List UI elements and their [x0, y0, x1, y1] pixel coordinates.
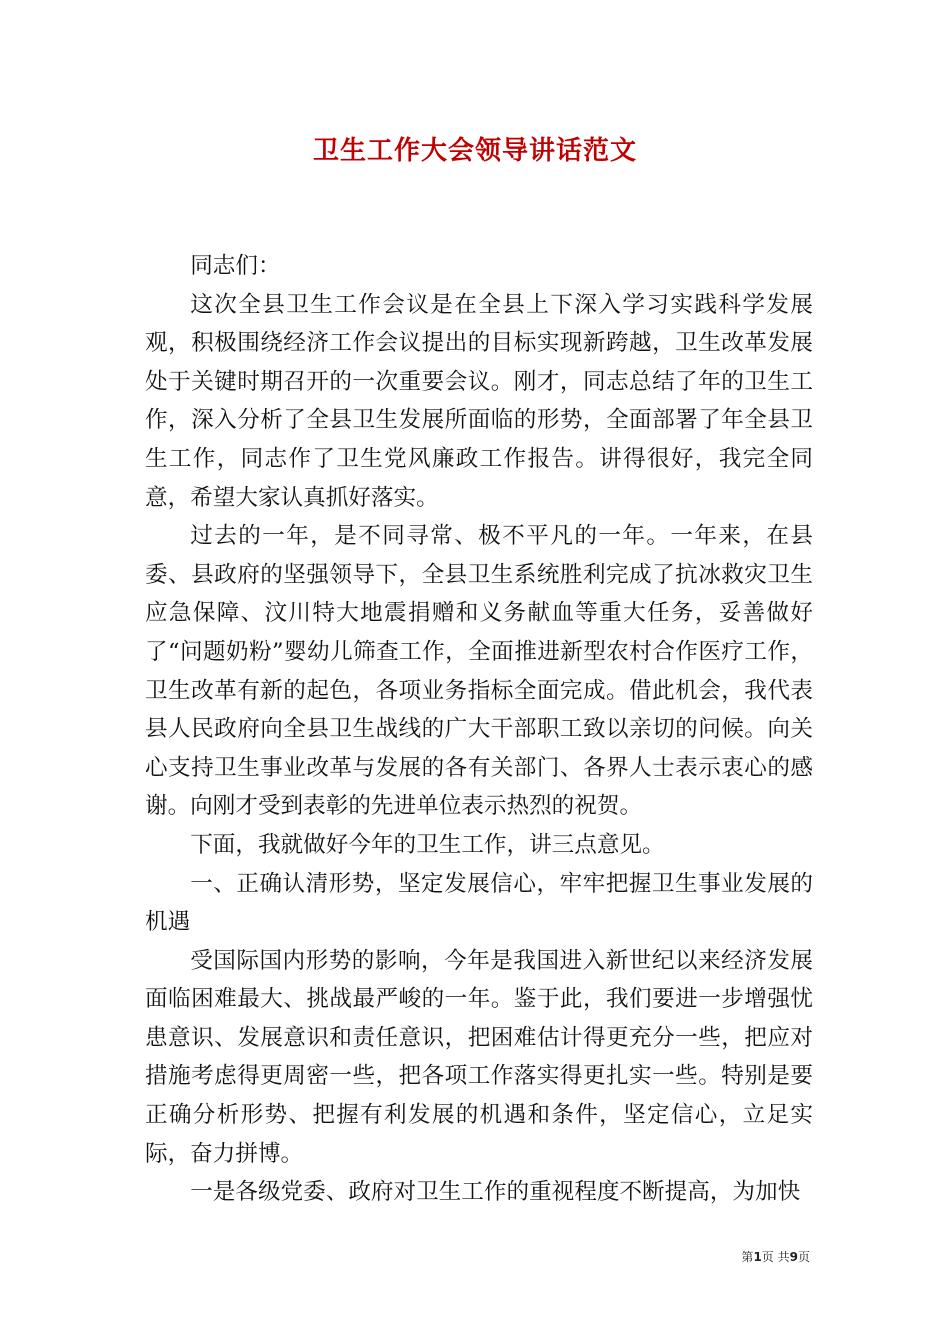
- footer-middle: 页 共: [761, 1250, 790, 1264]
- total-page-number: 9: [789, 1250, 798, 1264]
- paragraph: 这次全县卫生工作会议是在全县上下深入学习实践科学发展观，积极围绕经济工作会议提出的目标实现新跨越，卫生改革发展处于关键时期召开的一次重要会议。刚才，同志总结了年的卫生工作，深入分析了全县卫生发展所面临的形势，全面部署了年全县卫生工作，同志作了卫生党风廉政工作报告。讲得很好，我完全同意，希望大家认真抓好落实。: [145, 291, 813, 511]
- page-number-footer: [700, 1248, 810, 1265]
- paragraph-salutation: 同志们：: [190, 253, 281, 279]
- document-title: 卫生工作大会领导讲话范文: [312, 136, 637, 166]
- footer-suffix: 页: [797, 1250, 810, 1264]
- paragraph: 受国际国内形势的影响，今年是我国进入新世纪以来经济发展面临困难最大、挑战最严峻的一年。鉴于此，我们要进一步增强忧患意识、发展意识和责任意识，把困难估计得更充分一些，把应对措施考虑得更周密一些，把各项工作落实得更扎实一些。特别是要正确分析形势、把握有利发展的机遇和条件，坚定信心，立足实际，奋力拼博。: [145, 947, 813, 1167]
- paragraph: 一是各级党委、政府对卫生工作的重视程度不断提高，为加快: [190, 1179, 801, 1206]
- document-body: [145, 247, 813, 1212]
- current-page-number: 1: [753, 1250, 762, 1264]
- footer-prefix: 第: [741, 1250, 754, 1264]
- paragraph: 下面，我就做好今年的卫生工作，讲三点意见。: [190, 831, 665, 858]
- paragraph: 过去的一年，是不同寻常、极不平凡的一年。一年来，在县委、县政府的坚强领导下，全县卫生系统胜利完成了抗冰救灾卫生应急保障、汶川特大地震捐赠和义务献血等重大任务，妥善做好了“问题奶粉”婴幼儿筛查工作，全面推进新型农村合作医疗工作，卫生改革有新的起色，各项业务指标全面完成。借此机会，我代表县人民政府向全县卫生战线的广大干部职工致以亲切的问候。向关心支持卫生事业改革与发展的各有关部门、各界人士表示衷心的感谢。向刚才受到表彰的先进单位表示热烈的祝贺。: [145, 523, 813, 820]
- section-heading: 一、正确认清形势，坚定发展信心，牢牢把握卫生事业发展的机遇: [145, 870, 813, 936]
